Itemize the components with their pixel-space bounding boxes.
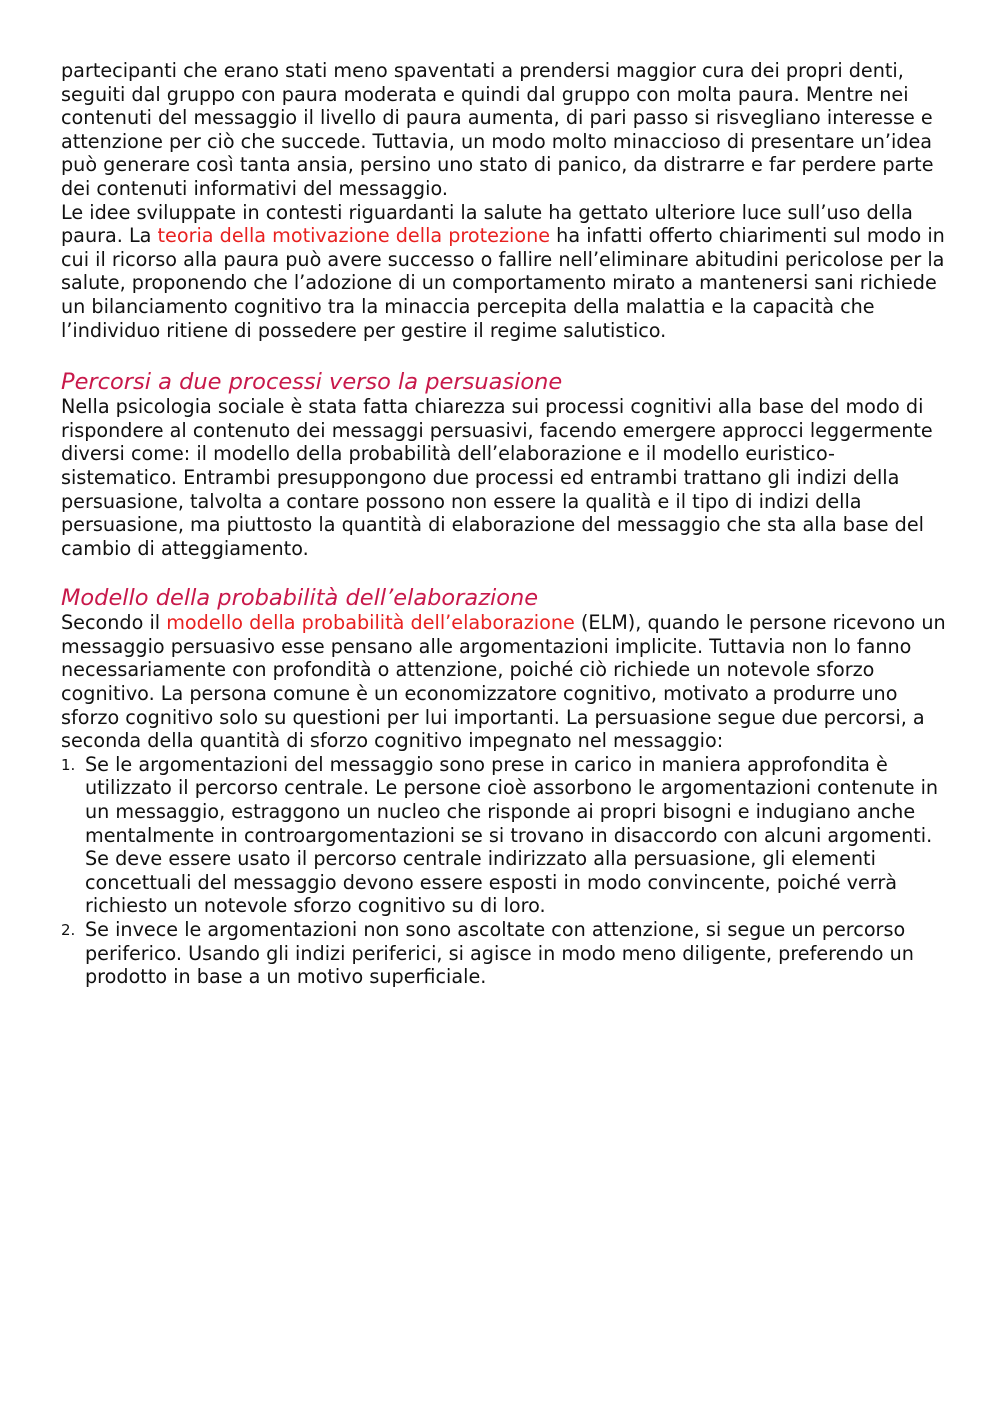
- paragraph-text: Le idee sviluppate in contesti riguardanti la salute ha gettato ulteriore luce sull’uso della paura. La: [61, 200, 913, 248]
- section-heading: Percorsi a due processi verso la persuasione: [61, 369, 563, 396]
- list-item: [61, 918, 946, 989]
- paragraph-text: ha infatti offerto chiarimenti sul modo in cui il ricorso alla paura può avere successo o fallire nell’eliminare abitudini pericolose per la salute, proponendo che l’adozione di un comportamento mirato a mantenersi sani richiede un bilanciamento cognitivo tra la minaccia percepita della malattia e la capacità che l’individuo ritiene di possedere per gestire il regime salutistico.: [61, 224, 945, 342]
- body-paragraph: partecipanti che erano stati meno spaventati a prendersi maggior cura dei propri denti, seguiti dal gruppo con paura moderata e quindi dal gruppo con molta paura. Mentre nei contenuti del messaggio il livello di paura aumenta, di pari passo si risvegliano interesse e attenzione per ciò che succede. Tuttavia, un modo molto minaccioso di presentare un’idea può generare così tanta ansia, persino uno stato di panico, da distrarre e far perdere parte dei contenuti informativi del messaggio.: [61, 59, 934, 200]
- highlighted-term: modello della probabilità dell’elaborazione: [166, 611, 575, 635]
- numbered-list: [61, 753, 946, 989]
- body-paragraph: [61, 201, 946, 343]
- paragraph-text: (ELM), quando le persone ricevono un messaggio persuasivo esse pensano alle argomentazioni implicite. Tuttavia non lo fanno necessariamente con profondità o attenzione, poiché ciò richiede un notevole sforzo cognitivo. La persona comune è un economizzatore cognitivo, motivato a produrre uno sforzo cognitivo solo su questioni per lui importanti. La persuasione segue due percorsi, a seconda della quantità di sforzo cognitivo impegnato nel messaggio:: [61, 611, 946, 753]
- highlighted-term: teoria della motivazione della protezione: [157, 224, 551, 248]
- list-item-text: Se le argomentazioni del messaggio sono prese in carico in maniera approfondita è utilizzato il percorso centrale. Le persone cioè assorbono le argomentazioni contenute in un messaggio, estraggono un nucleo che risponde ai propri bisogni e indugiano anche mentalmente in controargomentazioni se si trovano in disaccordo con alcuni argomenti. Se deve essere usato il percorso centrale indirizzato alla persuasione, gli elementi concettuali del messaggio devono essere esposti in modo convincente, poiché verrà richiesto un notevole sforzo cognitivo su di loro.: [85, 752, 939, 918]
- list-item-text: Se invece le argomentazioni non sono ascoltate con attenzione, si segue un percorso periferico. Usando gli indizi periferici, si agisce in modo meno diligente, preferendo un prodotto in base a un motivo superficiale.: [85, 918, 914, 989]
- document-page: [61, 59, 946, 989]
- list-number: 2.: [61, 921, 76, 939]
- paragraph-text: Secondo il: [61, 611, 167, 635]
- body-paragraph: Nella psicologia sociale è stata fatta chiarezza sui processi cognitivi alla base del modo di rispondere al contenuto dei messaggi persuasivi, facendo emergere approcci leggermente diversi come: il modello della probabilità dell’elaborazione e il modello euristico-sistematico. Entrambi presuppongono due processi ed entrambi trattano gli indizi della persuasione, talvolta a contare possono non essere la qualità e il tipo di indizi della persuasione, ma piuttosto la quantità di elaborazione del messaggio che sta alla base del cambio di atteggiamento.: [61, 395, 933, 560]
- list-number: 1.: [61, 755, 76, 774]
- body-paragraph: [61, 611, 946, 753]
- list-item: [61, 753, 946, 918]
- section-heading: Modello della probabilità dell’elaborazione: [61, 585, 539, 612]
